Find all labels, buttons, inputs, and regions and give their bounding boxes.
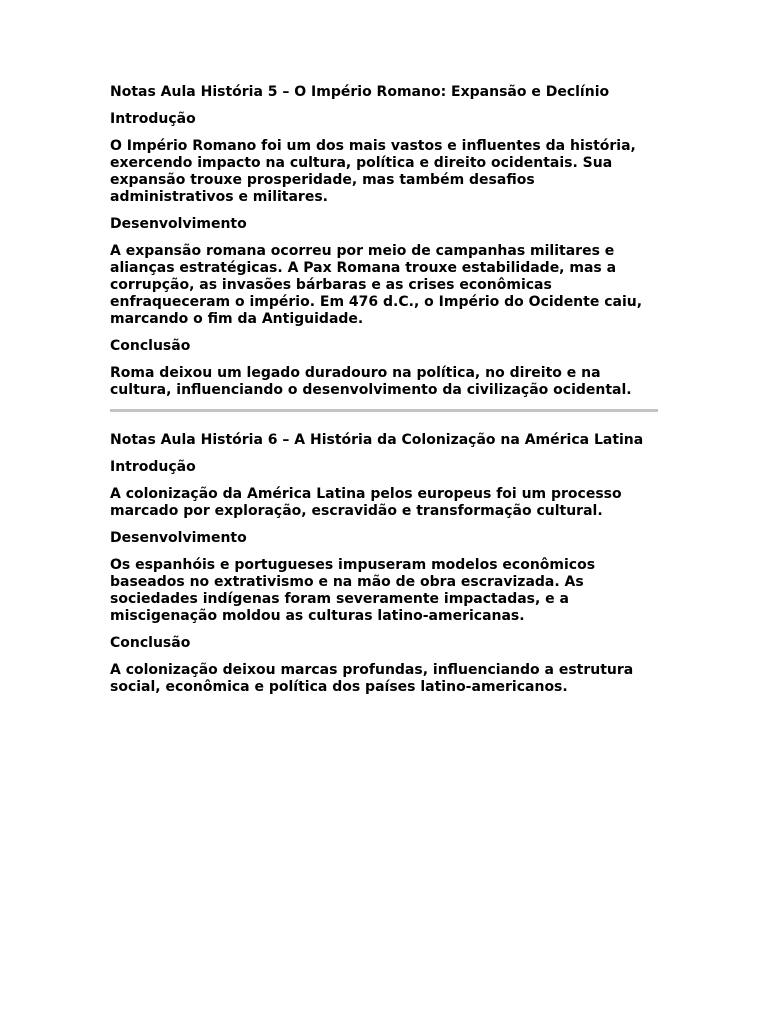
paragraph-line: A colonização da América Latina pelos europeus foi um processo (110, 486, 622, 502)
section-paragraph-introducao (110, 486, 658, 520)
paragraph-line: administrativos e militares. (110, 189, 328, 205)
section-divider (110, 409, 658, 412)
paragraph-line: marcando o fim da Antiguidade. (110, 311, 364, 327)
paragraph-line: A expansão romana ocorreu por meio de campanhas militares e (110, 243, 615, 259)
paragraph-line: corrupção, as invasões bárbaras e as crises econômicas (110, 277, 552, 293)
paragraph-line: Roma deixou um legado duradouro na política, no direito e na (110, 365, 601, 381)
note-title: Notas Aula História 6 – A História da Colonização na América Latina (110, 432, 644, 448)
paragraph-line: marcado por exploração, escravidão e transformação cultural. (110, 503, 603, 519)
section-paragraph-introducao (110, 138, 658, 206)
section-heading-introducao: Introdução (110, 111, 196, 127)
section-paragraph-conclusao (110, 662, 658, 696)
section-heading-conclusao: Conclusão (110, 338, 191, 354)
paragraph-line: expansão trouxe prosperidade, mas também desafios (110, 172, 535, 188)
paragraph-line: social, econômica e política dos países latino-americanos. (110, 679, 568, 695)
section-paragraph-desenvolvimento (110, 243, 658, 328)
note-historia-5 (110, 84, 658, 399)
note-historia-6 (110, 432, 658, 696)
section-heading-introducao: Introdução (110, 459, 196, 475)
section-paragraph-desenvolvimento (110, 557, 658, 625)
paragraph-line: Os espanhóis e portugueses impuseram modelos econômicos (110, 557, 596, 573)
section-heading-conclusao: Conclusão (110, 635, 191, 651)
section-heading-desenvolvimento: Desenvolvimento (110, 530, 247, 546)
paragraph-line: sociedades indígenas foram severamente impactadas, e a (110, 591, 569, 607)
section-heading-desenvolvimento: Desenvolvimento (110, 216, 247, 232)
paragraph-line: cultura, influenciando o desenvolvimento da civilização ocidental. (110, 382, 632, 398)
paragraph-line: baseados no extrativismo e na mão de obra escravizada. As (110, 574, 584, 590)
paragraph-line: alianças estratégicas. A Pax Romana trouxe estabilidade, mas a (110, 260, 617, 276)
paragraph-line: O Império Romano foi um dos mais vastos e influentes da história, (110, 138, 636, 154)
paragraph-line: A colonização deixou marcas profundas, influenciando a estrutura (110, 662, 634, 678)
section-paragraph-conclusao (110, 365, 658, 399)
note-title: Notas Aula História 5 – O Império Romano: Expansão e Declínio (110, 84, 610, 100)
paragraph-line: miscigenação moldou as culturas latino-americanas. (110, 608, 525, 624)
paragraph-line: enfraqueceram o império. Em 476 d.C., o Império do Ocidente caiu, (110, 294, 643, 310)
paragraph-line: exercendo impacto na cultura, política e direito ocidentais. Sua (110, 155, 613, 171)
document-page (110, 84, 658, 706)
